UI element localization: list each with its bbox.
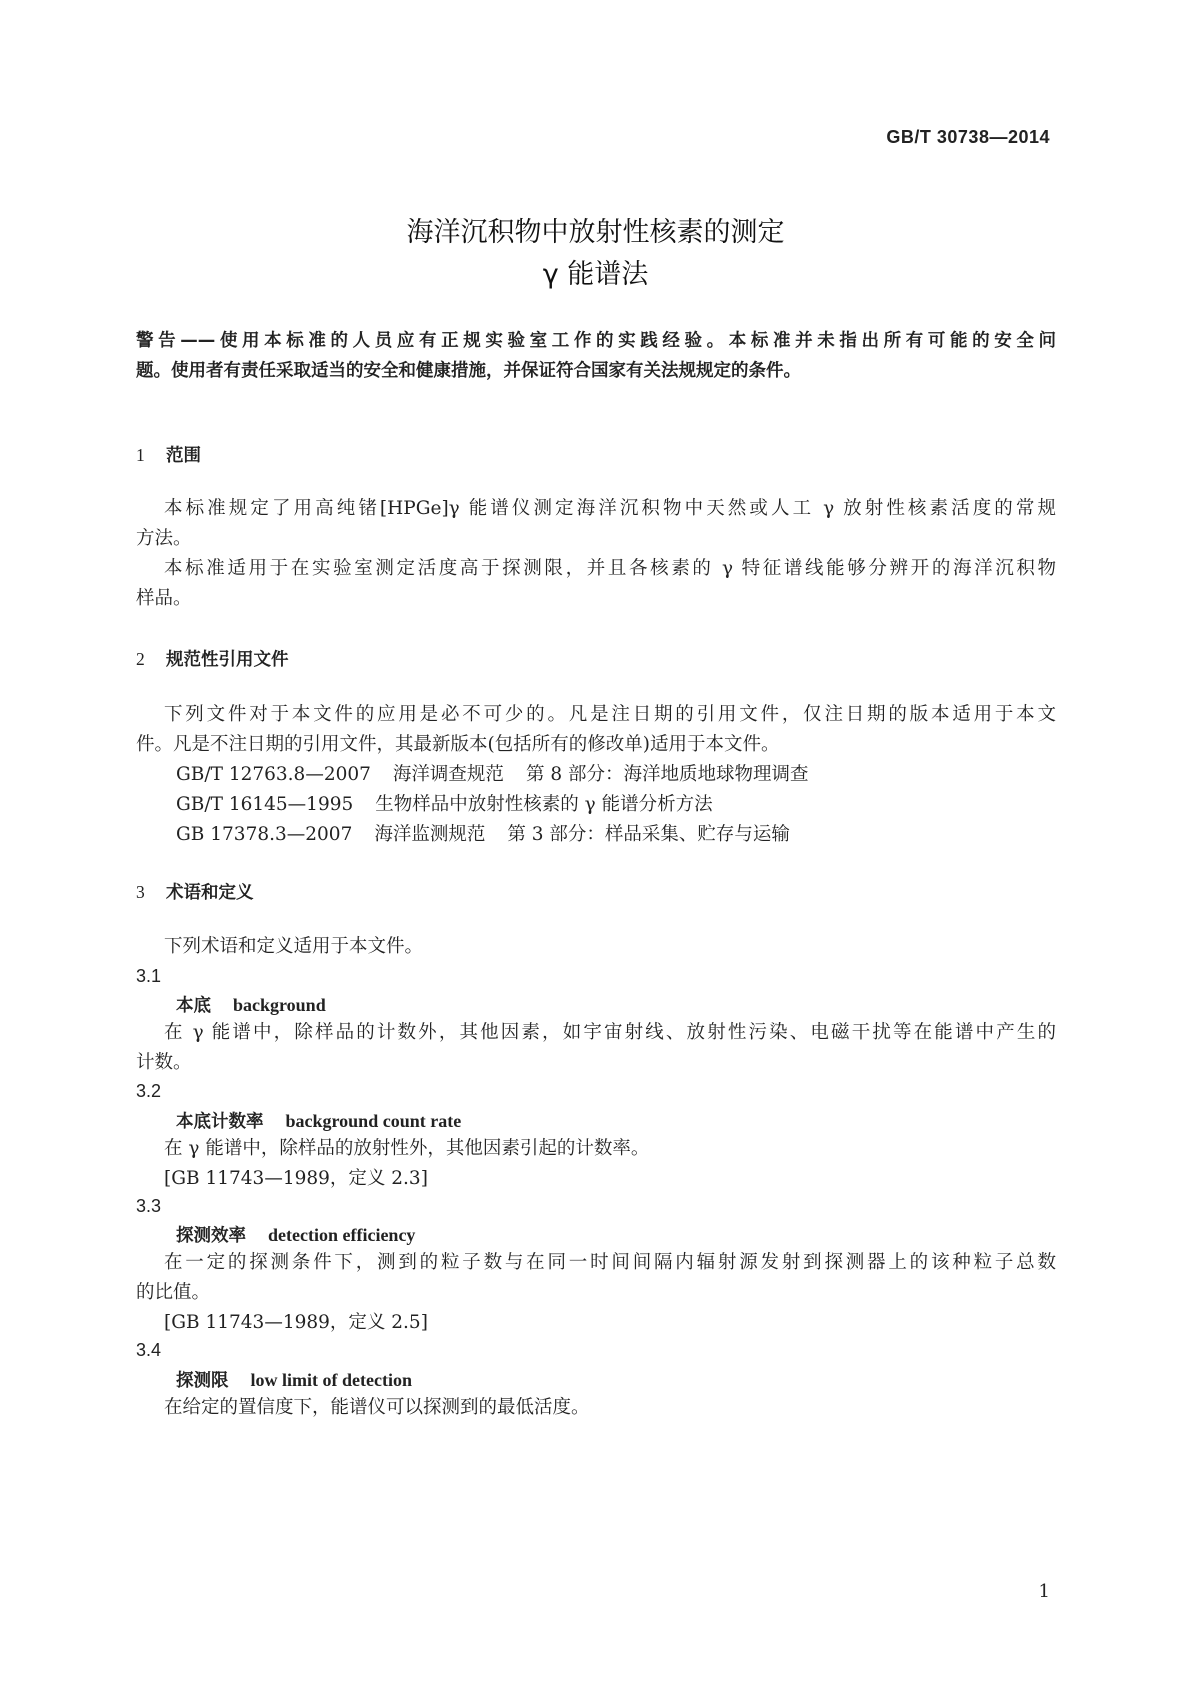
normative-reference [176,790,713,816]
term-english: low limit of detection [250,1370,412,1390]
standard-number: GB/T 30738—2014 [886,127,1050,147]
section-2-title: 规范性引用文件 [166,650,289,670]
document-subtitle: γ 能谱法 [542,259,649,290]
term-number: 3.1 [136,966,162,986]
page-number: 1 [1038,1581,1050,1602]
term-chinese: 探测效率 [176,1226,246,1246]
reference-title: 海洋监测规范 [374,824,486,845]
section-1-number: 1 [136,445,145,465]
reference-title: 海洋调查规范 [392,764,504,785]
normative-reference [176,760,808,786]
warning-line-1: 警告——使用本标准的人员应有正规实验室工作的实践经验。本标准并未指出所有可能的安全问 [136,331,1056,351]
section-1-heading [136,440,1056,471]
warning-line-2: 题。使用者有责任采取适当的安全和健康措施，并保证符合国家有关法规规定的条件。 [136,361,801,381]
reference-part: 第 3 部分：样品采集、贮存与运输 [507,824,790,845]
reference-title: 生物样品中放射性核素的 γ 能谱分析方法 [375,794,713,815]
term-definition-line-2: 的比值。 [136,1282,211,1303]
term-source: [GB 11743—1989，定义 2.3] [164,1168,428,1189]
section-2-number: 2 [136,649,145,669]
term-source: [GB 11743—1989，定义 2.5] [164,1312,428,1333]
section-3-heading [136,877,1056,908]
section-2-para-line-1: 下列文件对于本文件的应用是必不可少的。凡是注日期的引用文件，仅注日期的版本适用于本文 [164,704,1056,725]
section-2-heading [136,644,1056,675]
term-heading [176,992,326,1017]
term-english: background count rate [285,1111,462,1131]
term-english: background [233,995,326,1015]
reference-part: 第 8 部分：海洋地质地球物理调查 [525,764,809,785]
section-1-para-1-line-2: 方法。 [136,528,192,549]
term-number: 3.3 [136,1196,162,1216]
term-heading [176,1367,412,1392]
section-1-title: 范围 [166,446,201,466]
term-definition-line-1: 在一定的探测条件下，测到的粒子数与在同一时间间隔内辐射源发射到探测器上的该种粒子总数 [164,1252,1056,1273]
section-3-intro: 下列术语和定义适用于本文件。 [164,936,424,957]
section-1-para-1-line-1: 本标准规定了用高纯锗[HPGe]γ 能谱仪测定海洋沉积物中天然或人工 γ 放射性核素活度的常规 [164,498,1056,519]
term-chinese: 探测限 [176,1371,229,1391]
reference-code: GB/T 12763.8—2007 [176,764,371,785]
term-definition-line-1: 在 γ 能谱中，除样品的放射性外，其他因素引起的计数率。 [164,1138,650,1159]
term-number: 3.4 [136,1340,162,1360]
reference-code: GB 17378.3—2007 [176,824,353,845]
section-1-para-2-line-1: 本标准适用于在实验室测定活度高于探测限，并且各核素的 γ 特征谱线能够分辨开的海洋沉积物 [164,558,1056,579]
term-chinese: 本底计数率 [176,1112,264,1132]
term-definition-line-2: 计数。 [136,1052,192,1073]
normative-reference [176,820,790,846]
document-title: 海洋沉积物中放射性核素的测定 [406,217,785,248]
section-3-number: 3 [136,882,145,902]
term-definition-line-1: 在给定的置信度下，能谱仪可以探测到的最低活度。 [164,1397,590,1418]
term-chinese: 本底 [176,996,211,1016]
section-1-para-2-line-2: 样品。 [136,588,192,609]
term-number: 3.2 [136,1081,162,1101]
term-heading [176,1222,415,1247]
reference-code: GB/T 16145—1995 [176,794,354,815]
term-heading [176,1108,461,1133]
term-english: detection efficiency [268,1225,416,1245]
term-definition-line-1: 在 γ 能谱中，除样品的计数外，其他因素，如宇宙射线、放射性污染、电磁干扰等在能谱中产生的 [164,1022,1056,1043]
section-2-para-line-2: 件。凡是不注日期的引用文件，其最新版本(包括所有的修改单)适用于本文件。 [136,734,780,755]
section-3-title: 术语和定义 [166,883,254,903]
